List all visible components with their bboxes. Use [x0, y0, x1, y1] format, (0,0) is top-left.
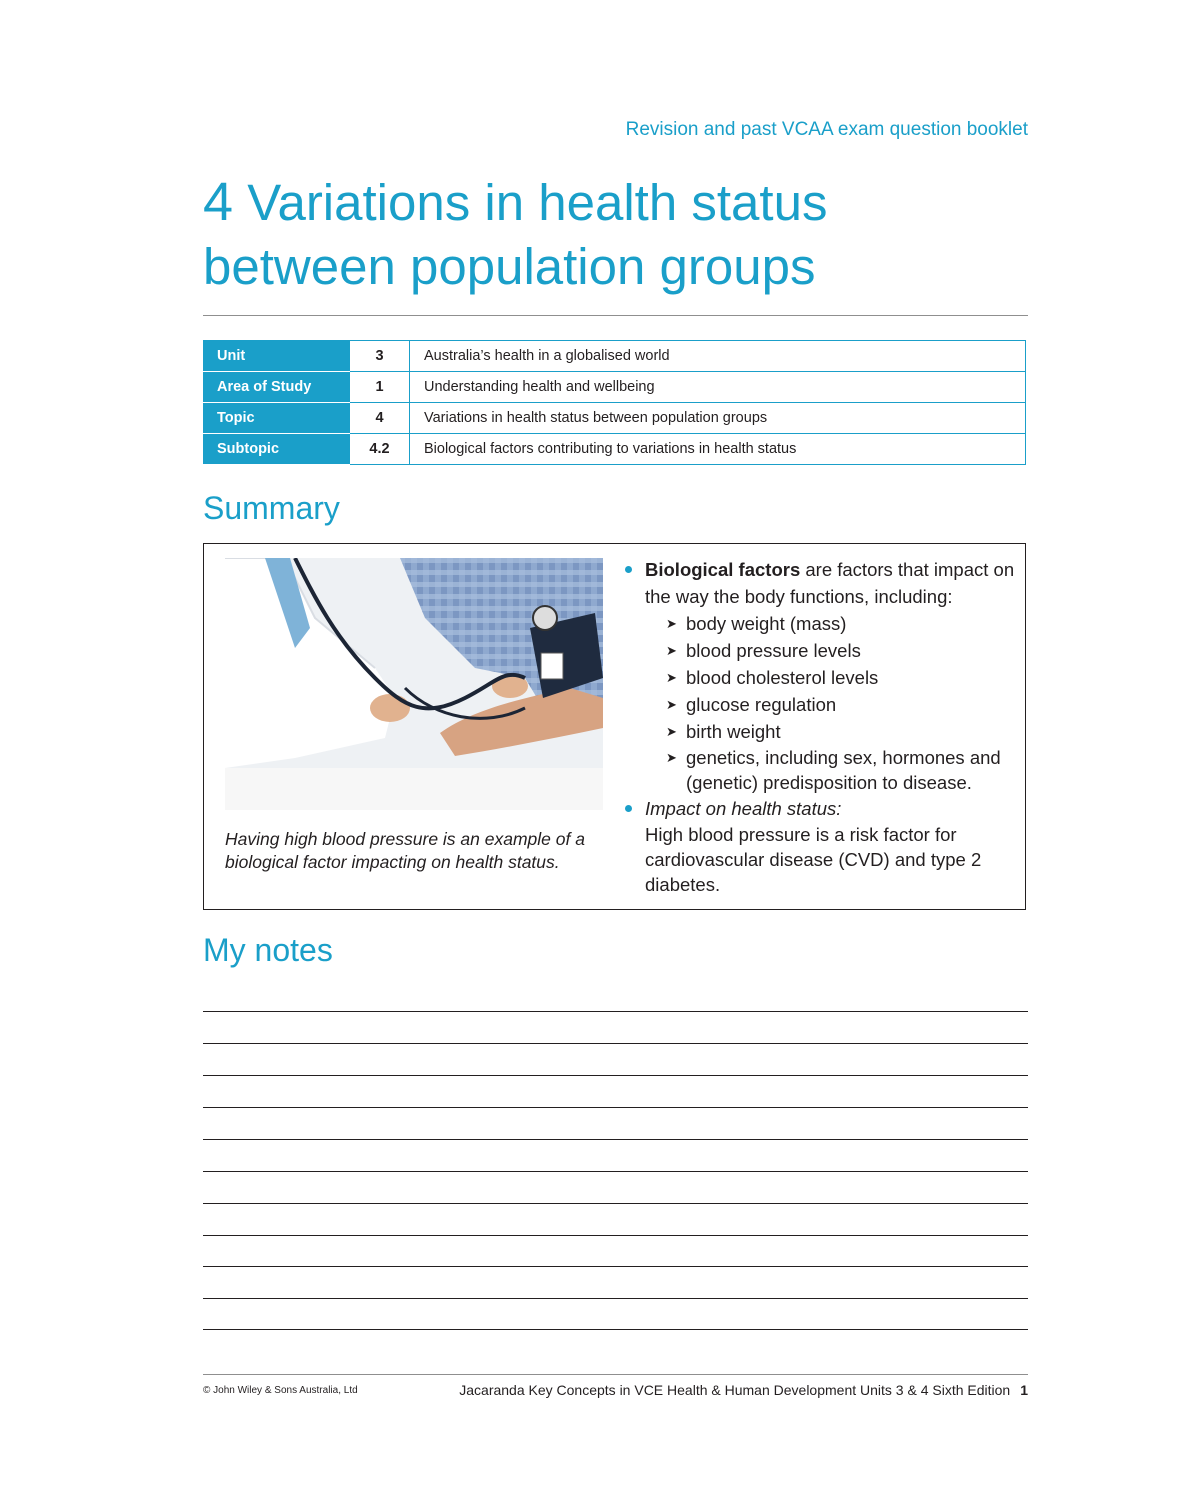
row-value: 3 [350, 341, 410, 372]
blood-pressure-photo [225, 558, 603, 810]
note-line [203, 1043, 1028, 1044]
list-item: ➤ glucose regulation [645, 691, 1022, 718]
footer-book-info [458, 1382, 1028, 1398]
note-line [203, 1266, 1028, 1267]
row-description: Biological factors contributing to variations in health status [410, 434, 1026, 465]
summary-bullets [622, 556, 1022, 897]
curriculum-table [203, 340, 1026, 465]
bullet-text: are factors that impact on the way the body functions, including: [645, 559, 1015, 607]
note-line [203, 1139, 1028, 1140]
impact-text: High blood pressure is a risk factor for cardiovascular disease (CVD) and type 2 diabetes. [645, 824, 982, 895]
table-row [203, 372, 1026, 403]
impact-heading: Impact on health status: [645, 798, 842, 819]
note-line [203, 1171, 1028, 1172]
note-line [203, 1075, 1028, 1076]
book-title: Jacaranda Key Concepts in VCE Health & Human Development Units 3 & 4 Sixth Edition [459, 1382, 1011, 1398]
list-item: ➤ blood pressure levels [645, 637, 1022, 664]
title-line-2: between population groups [203, 238, 816, 295]
row-label: Topic [203, 403, 350, 434]
page-number: 1 [1020, 1382, 1028, 1398]
bullet-bold-term: Biological factors [645, 559, 801, 580]
list-item: ➤ body weight (mass) [645, 610, 1022, 637]
note-line [203, 1011, 1028, 1012]
table-row [203, 403, 1026, 434]
row-value: 4 [350, 403, 410, 434]
list-item [622, 556, 1022, 795]
chapter-number: 4 [203, 172, 234, 232]
note-line [203, 1298, 1028, 1299]
row-label: Area of Study [203, 372, 350, 403]
row-label: Unit [203, 341, 350, 372]
row-label: Subtopic [203, 434, 350, 465]
title-line-1: Variations in health status [247, 174, 828, 231]
booklet-header: Revision and past VCAA exam question booklet [625, 119, 1028, 140]
table-row [203, 341, 1026, 372]
note-line [203, 1235, 1028, 1236]
row-value: 1 [350, 372, 410, 403]
note-line [203, 1107, 1028, 1108]
list-item: ➤ birth weight [645, 718, 1022, 745]
row-description: Understanding health and wellbeing [410, 372, 1026, 403]
row-value: 4.2 [350, 434, 410, 465]
title-rule [203, 315, 1028, 316]
summary-heading: Summary [203, 490, 340, 526]
photo-caption: Having high blood pressure is an example of a biological factor impacting on health status. [225, 829, 585, 872]
note-line [203, 1329, 1028, 1330]
copyright-notice: © John Wiley & Sons Australia, Ltd [203, 1385, 358, 1396]
footer-rule [203, 1374, 1028, 1375]
page-title [203, 170, 1033, 299]
row-description: Variations in health status between population groups [410, 403, 1026, 434]
list-item: ➤ blood cholesterol levels [645, 664, 1022, 691]
notes-heading: My notes [203, 932, 333, 968]
note-line [203, 1203, 1028, 1204]
list-item: ➤ genetics, including sex, hormones and (genetic) predisposition to disease. [645, 745, 1022, 795]
list-item [622, 795, 1022, 822]
table-row [203, 434, 1026, 465]
row-description: Australia’s health in a globalised world [410, 341, 1026, 372]
sub-list [645, 610, 1022, 795]
